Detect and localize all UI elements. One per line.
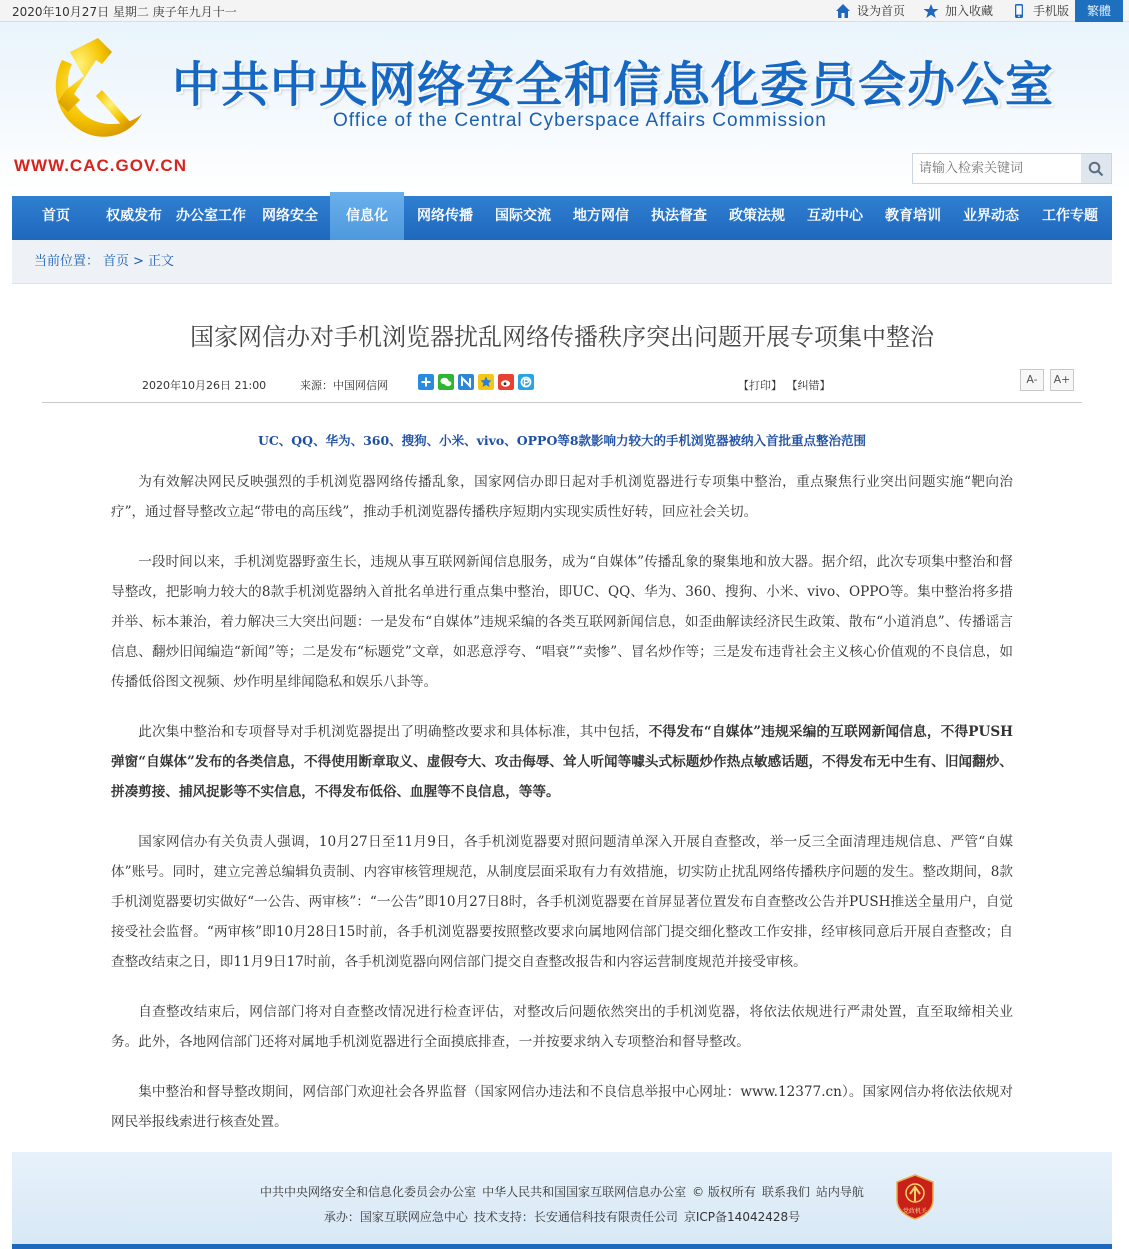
article-paragraph-6: 集中整治和督导整改期间，网信部门欢迎社会各界监督（国家网信办违法和不良信息举报中心网址：www.12377.cn）。国家网信办将依法依规对网民举报线索进行核查处置。	[111, 1084, 1013, 1130]
correct-error-button[interactable]: 【纠错】	[792, 379, 831, 392]
article-source	[300, 377, 388, 393]
search-icon	[1088, 161, 1104, 177]
nav-item-home[interactable]: 首页	[42, 208, 70, 224]
footer-line-2	[12, 1208, 1112, 1225]
site-title-chinese: 中共中央网络安全和信息化委员会办公室	[172, 57, 1055, 113]
footer-icp-link[interactable]: 京ICP备14042428号	[683, 1210, 801, 1224]
utility-links	[835, 2, 1069, 19]
nav-item-law-enforcement[interactable]: 执法督查	[651, 208, 707, 224]
footer-tech-support: 技术支持：长安通信科技有限责任公司	[473, 1210, 678, 1224]
footer-org-2: 中华人民共和国国家互联网信息办公室	[482, 1185, 687, 1199]
article-source-label: 来源：	[300, 379, 333, 392]
main-navigation	[12, 196, 1112, 240]
home-icon	[835, 3, 851, 19]
set-homepage-link[interactable]	[835, 2, 905, 19]
star-icon	[923, 3, 939, 19]
font-smaller-button[interactable]: A-	[1020, 369, 1044, 391]
article-subtitle: UC、QQ、华为、360、搜狗、小米、vivo、OPPO等8款影响力较大的手机浏览器被纳入首批重点整治范围	[257, 433, 867, 448]
footer-sitemap-link[interactable]: 站内导航	[815, 1185, 864, 1199]
article-paragraph-2: 一段时间以来，手机浏览器野蛮生长，违规从事互联网新闻信息服务，成为“自媒体”传播乱象的聚集地和放大器。据介绍，此次专项集中整治和督导整改，把影响力较大的8款手机浏览器纳入首批名单进行重点集中整治，即UC、QQ、华为、360、搜狗、小米、vivo、OPPO等。集中整治将多措并举、标本兼治，着力解决三大突出问题：一是发布“自媒体”违规采编的各类互联网新闻信息，如歪曲解读经济民生政策、散布“小道消息”、传播谣言信息、翻炒旧闻编造“新闻”等；二是发布“标题党”文章，如恶意浮夸、“唱衰”“卖惨”、冒名炒作等；三是发布违背社会主义核心价值观的不良信息，如传播低俗图文视频、炒作明星绯闻隐私和娱乐八卦等。	[111, 554, 1013, 690]
nav-item-local-cac[interactable]: 地方网信	[573, 208, 629, 224]
breadcrumb-separator: >	[133, 254, 144, 269]
footer-copyright: © 版权所有	[692, 1185, 756, 1199]
article-tools	[738, 377, 841, 393]
print-button[interactable]: 【打印】	[738, 379, 782, 392]
traditional-chinese-button[interactable]: 繁體	[1075, 0, 1123, 22]
article-paragraph-4: 国家网信办有关负责人强调，10月27日至11月9日，各手机浏览器要对照问题清单深入开展自查整改，举一反三全面清理违规信息、严管“自媒体”账号。同时，建立完善总编辑负责制、内容审核管理规范，从制度层面采取有力有效措施，切实防止扰乱网络传播秩序问题的发生。整改期间，8款手机浏览器要切实做好“一公告、两审核”：“一公告”即10月27日8时，各手机浏览器要在首屏显著位置发布自查整改公告并PUSH推送全量用户，自觉接受社会监督。“两审核”即10月28日15时前，各手机浏览器要按照整改要求向属地网信部门提交细化整改工作安排，经审核同意后开展自查整改；自查整改结束之日，即11月9日17时前，各手机浏览器向网信部门提交自查整改报告和内容运营制度规范并接受审核。	[111, 834, 1013, 970]
font-size-controls	[1020, 369, 1074, 391]
add-favorite-link[interactable]	[923, 2, 993, 19]
mobile-version-label: 手机版	[1032, 4, 1069, 18]
site-title-english: Office of the Central Cyberspace Affairs Commission	[333, 110, 827, 131]
nav-item-cybersecurity[interactable]: 网络安全	[262, 208, 318, 224]
qzone-icon[interactable]	[478, 374, 494, 390]
nav-item-office-work[interactable]: 办公室工作	[176, 208, 246, 224]
article-paragraph-5: 自查整改结束后，网信部门将对自查整改情况进行检查评估，对整改后问题依然突出的手机浏览器，将依法依规进行严肃处置，直至取缔相关业务。此外，各地网信部门还将对属地手机浏览器进行全面摸底排查，一并按要求纳入专项整治和督导整改。	[111, 1004, 1013, 1050]
site-url: WWW.CAC.GOV.CN	[14, 156, 187, 175]
article-datetime: 2020年10月26日 21:00	[142, 379, 267, 392]
nav-item-network-communication[interactable]: 网络传播	[417, 208, 473, 224]
weibo-icon[interactable]	[498, 374, 514, 390]
footer-contact-link[interactable]: 联系我们	[761, 1185, 810, 1199]
article-paragraph-3-normal: 此次集中整治和专项督导对手机浏览器提出了明确整改要求和具体标准，其中包括，	[138, 724, 649, 740]
search-input[interactable]	[913, 154, 1083, 183]
footer-line-1	[12, 1183, 1112, 1200]
nav-item-informatization[interactable]: 信息化	[330, 192, 404, 240]
share-n-icon[interactable]	[458, 374, 474, 390]
nav-item-authoritative-release[interactable]: 权威发布	[106, 208, 162, 224]
breadcrumb	[12, 240, 1112, 284]
article-paragraph-3-bold: 不得发布“自媒体”违规采编的互联网新闻信息，不得PUSH弹窗“自媒体”发布的各类信息，不得使用断章取义、虚假夸大、攻击侮辱、耸人听闻等噱头式标题炒作热点敏感话题，不得发布无中生有、旧闻翻炒、拼凑剪接、捕风捉影等不实信息，不得发布低俗、血腥等不良信息，等等。	[111, 724, 1014, 800]
search-button[interactable]	[1081, 154, 1111, 183]
article-source-value: 中国网信网	[333, 379, 388, 392]
nav-item-industry-news[interactable]: 业界动态	[963, 208, 1019, 224]
article-body	[111, 467, 1013, 1157]
breadcrumb-home-link[interactable]: 首页	[103, 254, 130, 269]
wechat-icon[interactable]	[438, 374, 454, 390]
article-paragraph-3	[111, 717, 1013, 807]
font-larger-button[interactable]: A+	[1050, 369, 1074, 391]
footer-host: 承办：国家互联网应急中心	[323, 1210, 468, 1224]
government-agency-badge-icon[interactable]	[895, 1174, 935, 1220]
article-meta	[142, 377, 388, 393]
breadcrumb-label: 当前位置：	[34, 254, 100, 269]
set-homepage-label: 设为首页	[856, 4, 905, 18]
site-header	[0, 22, 1129, 192]
nav-item-policies-regulations[interactable]: 政策法规	[729, 208, 785, 224]
mobile-phone-icon	[1011, 3, 1027, 19]
article-container	[12, 284, 1112, 1152]
badge-label: 党政机关	[902, 1208, 928, 1215]
share-buttons	[418, 374, 534, 390]
nav-item-international-exchange[interactable]: 国际交流	[495, 208, 551, 224]
site-footer	[12, 1152, 1112, 1249]
title-divider	[42, 402, 1082, 403]
share-p-icon[interactable]	[518, 374, 534, 390]
current-date: 2020年10月27日 星期二 庚子年九月十一	[12, 5, 237, 19]
footer-org-1: 中共中央网络安全和信息化委员会办公室	[260, 1185, 477, 1199]
nav-item-education-training[interactable]: 教育培训	[885, 208, 941, 224]
article-paragraph-1: 为有效解决网民反映强烈的手机浏览器网络传播乱象，国家网信办即日起对手机浏览器进行专项集中整治，重点聚焦行业突出问题实施“靶向治疗”，通过督导整改立起“带电的高压线”，推动手机浏览器传播秩序短期内实现实质性好转，回应社会关切。	[111, 474, 1013, 520]
nav-item-work-topics[interactable]: 工作专题	[1042, 208, 1098, 224]
article-title: 国家网信办对手机浏览器扰乱网络传播秩序突出问题开展专项集中整治	[190, 323, 934, 351]
bottom-strip	[12, 1244, 1112, 1249]
breadcrumb-current: 正文	[147, 254, 174, 269]
party-emblem-icon	[40, 30, 150, 150]
add-favorite-label: 加入收藏	[944, 4, 993, 18]
top-utility-bar	[0, 0, 1129, 22]
nav-item-interaction-center[interactable]: 互动中心	[807, 208, 863, 224]
mobile-version-link[interactable]	[1011, 2, 1069, 19]
search-box	[912, 153, 1112, 184]
share-plus-icon[interactable]	[418, 374, 434, 390]
